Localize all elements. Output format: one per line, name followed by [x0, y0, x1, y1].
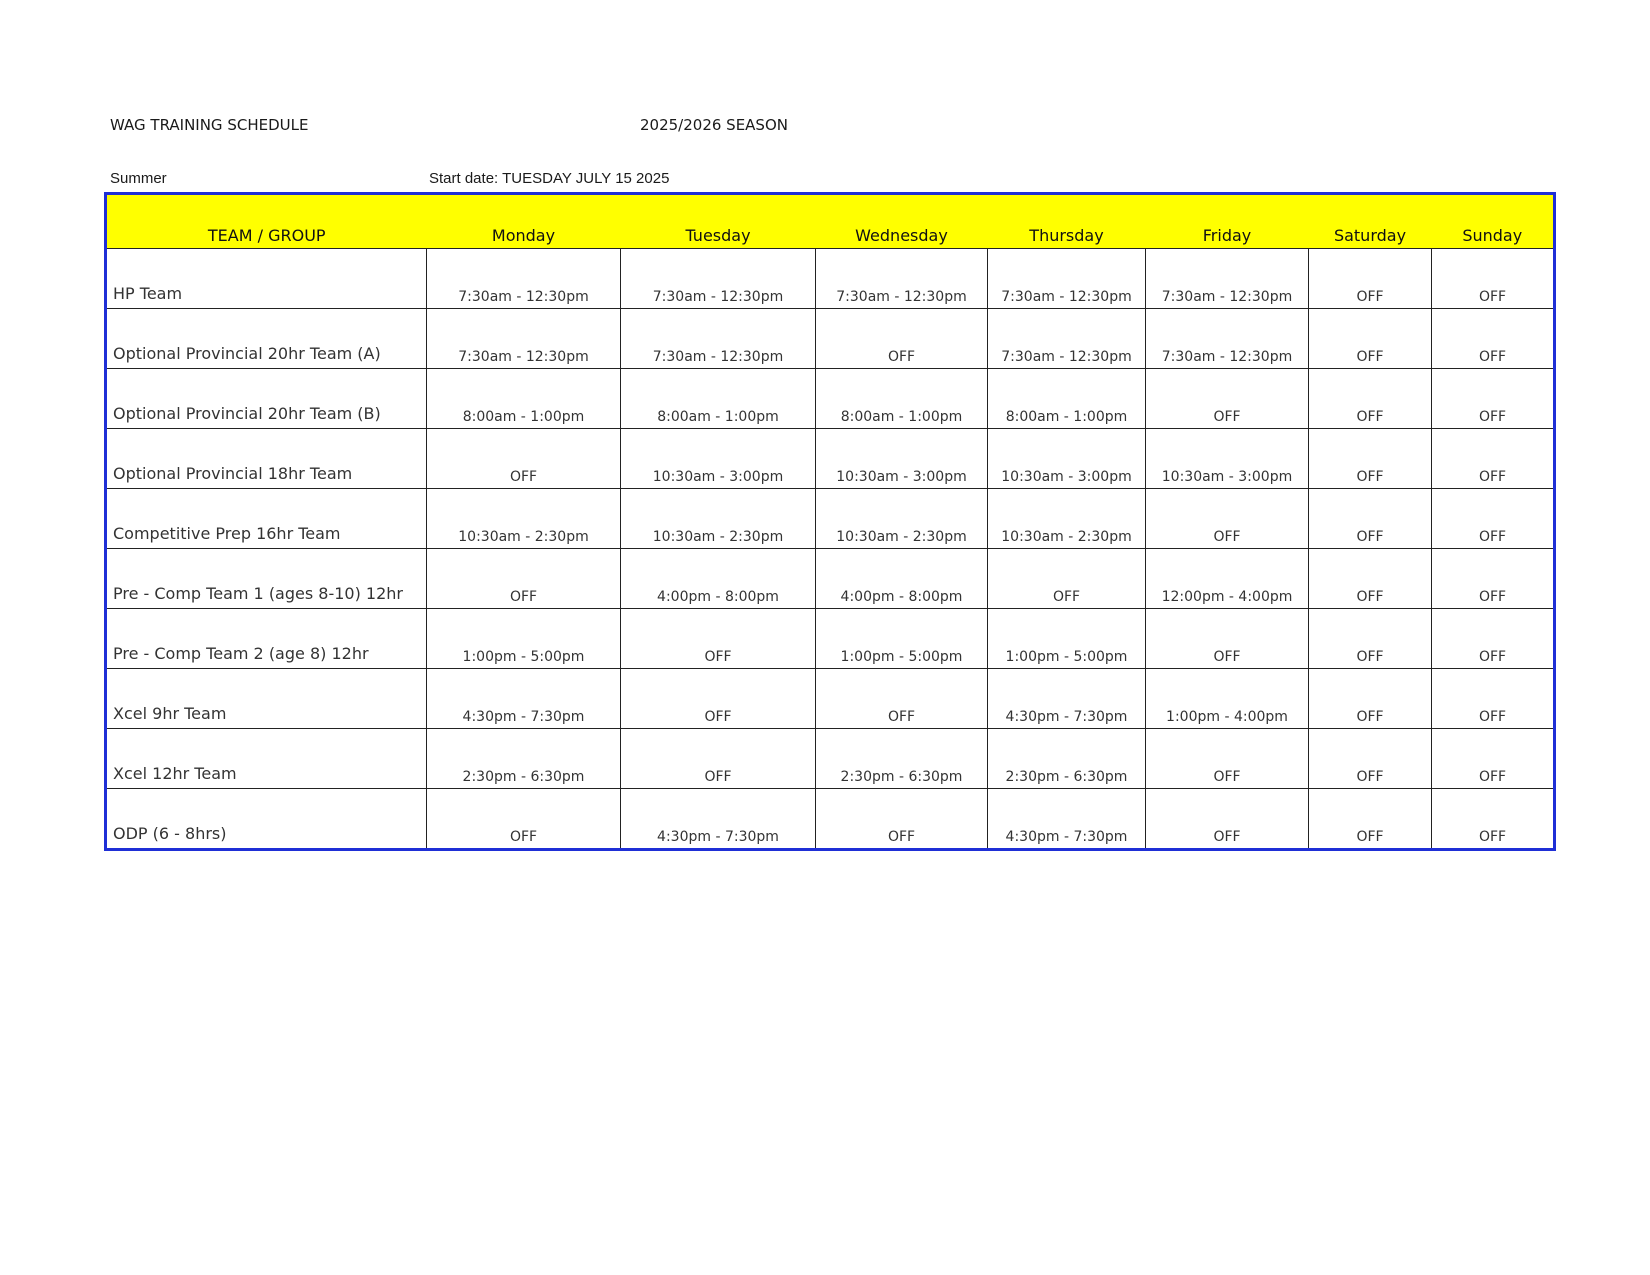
schedule-cell: OFF [1309, 369, 1432, 429]
schedule-cell: 2:30pm - 6:30pm [988, 729, 1146, 789]
column-header: Tuesday [621, 194, 816, 249]
schedule-cell: 1:00pm - 5:00pm [816, 609, 988, 669]
schedule-cell: OFF [1432, 369, 1555, 429]
schedule-cell: OFF [1432, 249, 1555, 309]
schedule-cell: OFF [621, 729, 816, 789]
schedule-cell: 1:00pm - 5:00pm [988, 609, 1146, 669]
schedule-cell: OFF [621, 609, 816, 669]
period-label: Summer [110, 170, 167, 187]
schedule-cell: OFF [1432, 669, 1555, 729]
team-name-cell: Xcel 12hr Team [106, 729, 427, 789]
table-row [106, 729, 1555, 789]
team-name-cell: Optional Provincial 18hr Team [106, 429, 427, 489]
table-row [106, 489, 1555, 549]
column-header: Monday [427, 194, 621, 249]
team-name-cell: Optional Provincial 20hr Team (B) [106, 369, 427, 429]
schedule-cell: 4:30pm - 7:30pm [621, 789, 816, 850]
schedule-cell: OFF [1309, 429, 1432, 489]
schedule-cell: OFF [1146, 609, 1309, 669]
team-name-cell: ODP (6 - 8hrs) [106, 789, 427, 850]
schedule-cell: OFF [1432, 789, 1555, 850]
schedule-cell: OFF [1146, 729, 1309, 789]
schedule-cell: 7:30am - 12:30pm [427, 309, 621, 369]
team-name-cell: Competitive Prep 16hr Team [106, 489, 427, 549]
schedule-cell: 4:30pm - 7:30pm [427, 669, 621, 729]
training-schedule-table [104, 192, 1556, 851]
table-row [106, 789, 1555, 850]
schedule-cell: OFF [816, 669, 988, 729]
table-row [106, 669, 1555, 729]
table-row [106, 549, 1555, 609]
schedule-cell: OFF [1309, 789, 1432, 850]
schedule-cell: 1:00pm - 5:00pm [427, 609, 621, 669]
schedule-cell: 10:30am - 3:00pm [988, 429, 1146, 489]
schedule-cell: OFF [1146, 789, 1309, 850]
schedule-cell: 7:30am - 12:30pm [427, 249, 621, 309]
schedule-cell: OFF [1309, 489, 1432, 549]
schedule-cell: 7:30am - 12:30pm [621, 309, 816, 369]
schedule-cell: OFF [621, 669, 816, 729]
schedule-cell: OFF [1309, 249, 1432, 309]
schedule-cell: 7:30am - 12:30pm [621, 249, 816, 309]
schedule-cell: OFF [988, 549, 1146, 609]
schedule-cell: 4:00pm - 8:00pm [816, 549, 988, 609]
schedule-cell: 2:30pm - 6:30pm [816, 729, 988, 789]
schedule-cell: 7:30am - 12:30pm [988, 249, 1146, 309]
schedule-cell: 10:30am - 3:00pm [1146, 429, 1309, 489]
schedule-cell: 7:30am - 12:30pm [816, 249, 988, 309]
schedule-cell: 7:30am - 12:30pm [1146, 249, 1309, 309]
schedule-cell: 8:00am - 1:00pm [621, 369, 816, 429]
schedule-cell: 10:30am - 3:00pm [816, 429, 988, 489]
schedule-title: WAG TRAINING SCHEDULE [110, 116, 309, 134]
schedule-cell: 8:00am - 1:00pm [427, 369, 621, 429]
table-row [106, 609, 1555, 669]
schedule-cell: OFF [1432, 489, 1555, 549]
schedule-cell: OFF [1432, 549, 1555, 609]
schedule-cell: OFF [1432, 729, 1555, 789]
schedule-cell: 8:00am - 1:00pm [988, 369, 1146, 429]
schedule-cell: OFF [1309, 669, 1432, 729]
schedule-cell: OFF [816, 309, 988, 369]
column-header: Saturday [1309, 194, 1432, 249]
schedule-cell: OFF [427, 789, 621, 850]
schedule-cell: 7:30am - 12:30pm [1146, 309, 1309, 369]
schedule-cell: OFF [1432, 309, 1555, 369]
schedule-cell: 4:00pm - 8:00pm [621, 549, 816, 609]
table-row [106, 309, 1555, 369]
schedule-cell: 4:30pm - 7:30pm [988, 669, 1146, 729]
schedule-cell: OFF [1309, 609, 1432, 669]
schedule-cell: 10:30am - 2:30pm [621, 489, 816, 549]
schedule-cell: OFF [816, 789, 988, 850]
schedule-cell: 2:30pm - 6:30pm [427, 729, 621, 789]
schedule-cell: OFF [1146, 489, 1309, 549]
team-name-cell: Optional Provincial 20hr Team (A) [106, 309, 427, 369]
schedule-cell: OFF [427, 429, 621, 489]
schedule-cell: OFF [1146, 369, 1309, 429]
schedule-cell: 8:00am - 1:00pm [816, 369, 988, 429]
start-date-label: Start date: TUESDAY JULY 15 2025 [429, 170, 670, 187]
column-header: Thursday [988, 194, 1146, 249]
table-row [106, 249, 1555, 309]
schedule-cell: 12:00pm - 4:00pm [1146, 549, 1309, 609]
schedule-cell: 10:30am - 2:30pm [427, 489, 621, 549]
schedule-cell: OFF [1432, 609, 1555, 669]
schedule-cell: 10:30am - 2:30pm [988, 489, 1146, 549]
schedule-cell: OFF [1309, 309, 1432, 369]
column-header: TEAM / GROUP [106, 194, 427, 249]
schedule-cell: OFF [427, 549, 621, 609]
table-row [106, 429, 1555, 489]
team-name-cell: HP Team [106, 249, 427, 309]
column-header: Wednesday [816, 194, 988, 249]
column-header: Friday [1146, 194, 1309, 249]
column-header: Sunday [1432, 194, 1555, 249]
header-row [106, 194, 1555, 249]
team-name-cell: Pre - Comp Team 1 (ages 8-10) 12hr [106, 549, 427, 609]
schedule-cell: 1:00pm - 4:00pm [1146, 669, 1309, 729]
schedule-cell: OFF [1432, 429, 1555, 489]
schedule-cell: OFF [1309, 729, 1432, 789]
schedule-cell: OFF [1309, 549, 1432, 609]
schedule-cell: 10:30am - 2:30pm [816, 489, 988, 549]
team-name-cell: Xcel 9hr Team [106, 669, 427, 729]
schedule-cell: 10:30am - 3:00pm [621, 429, 816, 489]
table-row [106, 369, 1555, 429]
schedule-cell: 7:30am - 12:30pm [988, 309, 1146, 369]
team-name-cell: Pre - Comp Team 2 (age 8) 12hr [106, 609, 427, 669]
season-label: 2025/2026 SEASON [640, 116, 788, 134]
schedule-cell: 4:30pm - 7:30pm [988, 789, 1146, 850]
